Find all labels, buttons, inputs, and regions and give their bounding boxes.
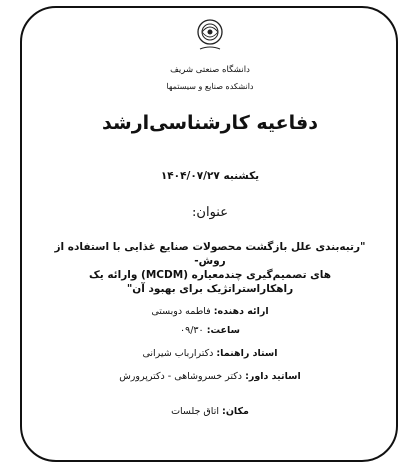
- location-label: مکان:: [222, 406, 249, 417]
- referees-value: دکتر خسروشاهی - دکترپرورش: [119, 371, 243, 382]
- page-title: دفاعیه کارشناسی‌ارشد: [102, 112, 318, 134]
- time-value: ۰۹/۳۰: [180, 325, 204, 336]
- advisor-value: دکترارباب شیرانی: [142, 348, 214, 359]
- faculty-name: دانشکده صنایع و سیستمها: [166, 82, 254, 91]
- university-name: دانشگاه صنعتی شریف: [170, 65, 250, 75]
- advisor-row: [0, 348, 420, 359]
- advisor-label: استاد راهنما:: [216, 348, 278, 359]
- university-logo-icon: [190, 18, 230, 64]
- presenter-value: فاطمه دوبستی: [151, 306, 211, 317]
- location-row: [0, 406, 420, 417]
- location-value: اتاق جلسات: [171, 406, 219, 417]
- thesis-title-line-2: های تصمیم‌گیری چندمعیاره (MCDM) وارائه یک: [88, 269, 332, 281]
- thesis-title-line-1: "رتبه‌بندی علل بازگشت محصولات صنایع غذایی با استفاده از روش-: [54, 241, 366, 267]
- thesis-title: [40, 240, 380, 296]
- referees-label: اساتید داور:: [245, 371, 301, 382]
- presenter-row: [0, 306, 420, 317]
- time-label: ساعت:: [206, 325, 240, 336]
- subject-label: عنوان:: [192, 205, 228, 220]
- thesis-title-line-3: راهکاراستراتژیک برای بهبود آن": [126, 283, 294, 295]
- time-row: [0, 325, 420, 336]
- referees-row: [0, 371, 420, 382]
- presenter-label: ارائه دهنده:: [213, 306, 269, 317]
- defense-date: یکشنبه ۱۴۰۴/۰۷/۲۷: [160, 170, 260, 182]
